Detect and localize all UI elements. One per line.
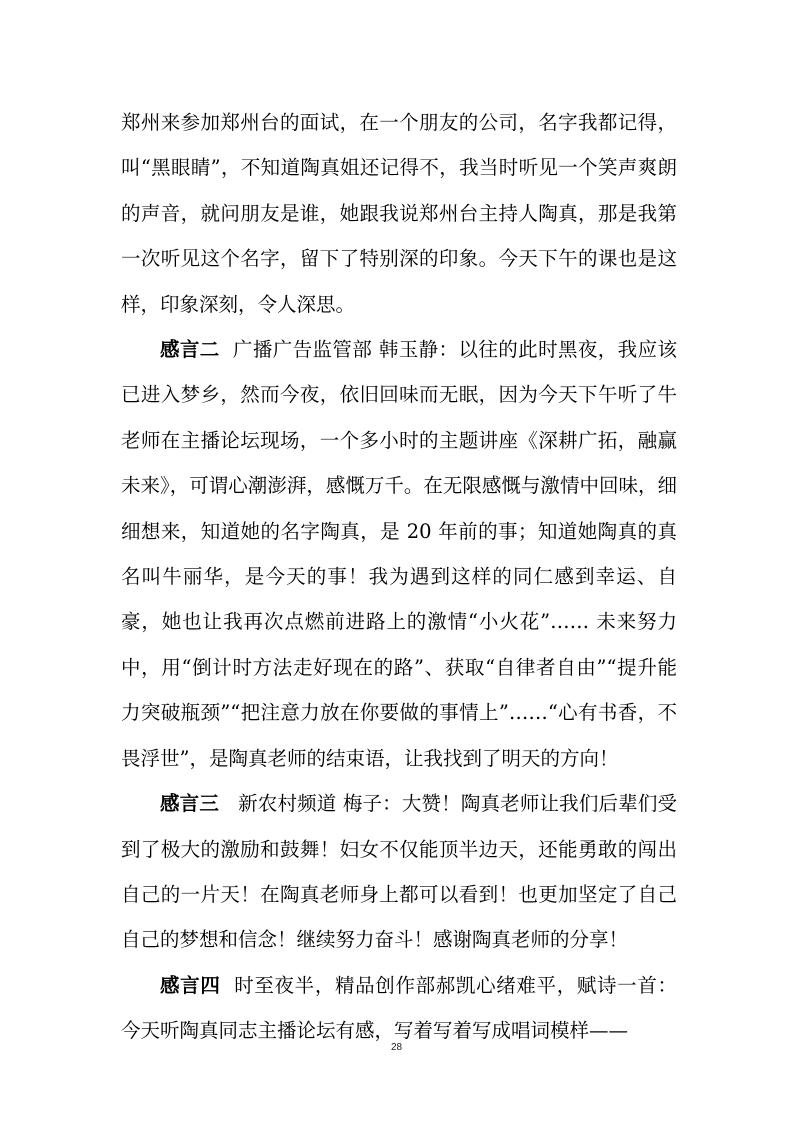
paragraph-text: 新农村频道 梅子：大赞！陶真老师让我们后辈们受到了极大的激励和鼓舞！妇女不仅能顶半边天，还能勇敢的闯出自己的一片天！在陶真老师身上都可以看到！也更加坚定了自己自己的梦想和信念！继续努力奋斗！感谢陶真老师的分享！: [121, 792, 677, 952]
body-text: [121, 100, 677, 1054]
paragraph-heading: 感言三: [160, 792, 220, 816]
page-number: 28: [390, 1042, 403, 1053]
paragraph-reflection-3: [121, 781, 677, 963]
paragraph-heading: 感言二: [160, 338, 220, 362]
paragraph-continuation: 郑州来参加郑州台的面试，在一个朋友的公司，名字我都记得，叫“黑眼睛”，不知道陶真姐还记得不，我当时听见一个笑声爽朗的声音，就问朋友是谁，她跟我说郑州台主持人陶真，那是我第一次听见这个名字，留下了特别深的印象。今天下午的课也是这样，印象深刻，令人深思。: [121, 111, 677, 316]
paragraph-reflection-2: [121, 327, 677, 781]
paragraph-text: 广播广告监管部 韩玉静：以往的此时黑夜，我应该已进入梦乡，然而今夜，依旧回味而无眠，因为今天下午听了牛老师在主播论坛现场，一个多小时的主题讲座《深耕广拓，融赢未来》，可谓心潮澎湃，感慨万千。在无限感慨与激情中回味，细细想来，知道她的名字陶真，是 20 年前的事；知道她陶真的真名叫牛丽华，是今天的事！我为遇到这样的同仁感到幸运、自豪，她也让我再次点燃前进路上的激情“小火花”…… 未来努力中，用“倒计时方法走好现在的路”、获取“自律者自由”“提升能力突破瓶颈”“把注意力放在你要做的事情上”……“心有书香，不畏浮世”，是陶真老师的结束语，让我找到了明天的方向！: [121, 338, 677, 770]
paragraph-heading: 感言四: [160, 973, 221, 997]
paragraph-text: 时至夜半，精品创作部郝凯心绪难平，赋诗一首：今天听陶真同志主播论坛有感，写着写着写成唱词模样——: [121, 973, 677, 1043]
paragraph-reflection-4: [121, 963, 677, 1054]
